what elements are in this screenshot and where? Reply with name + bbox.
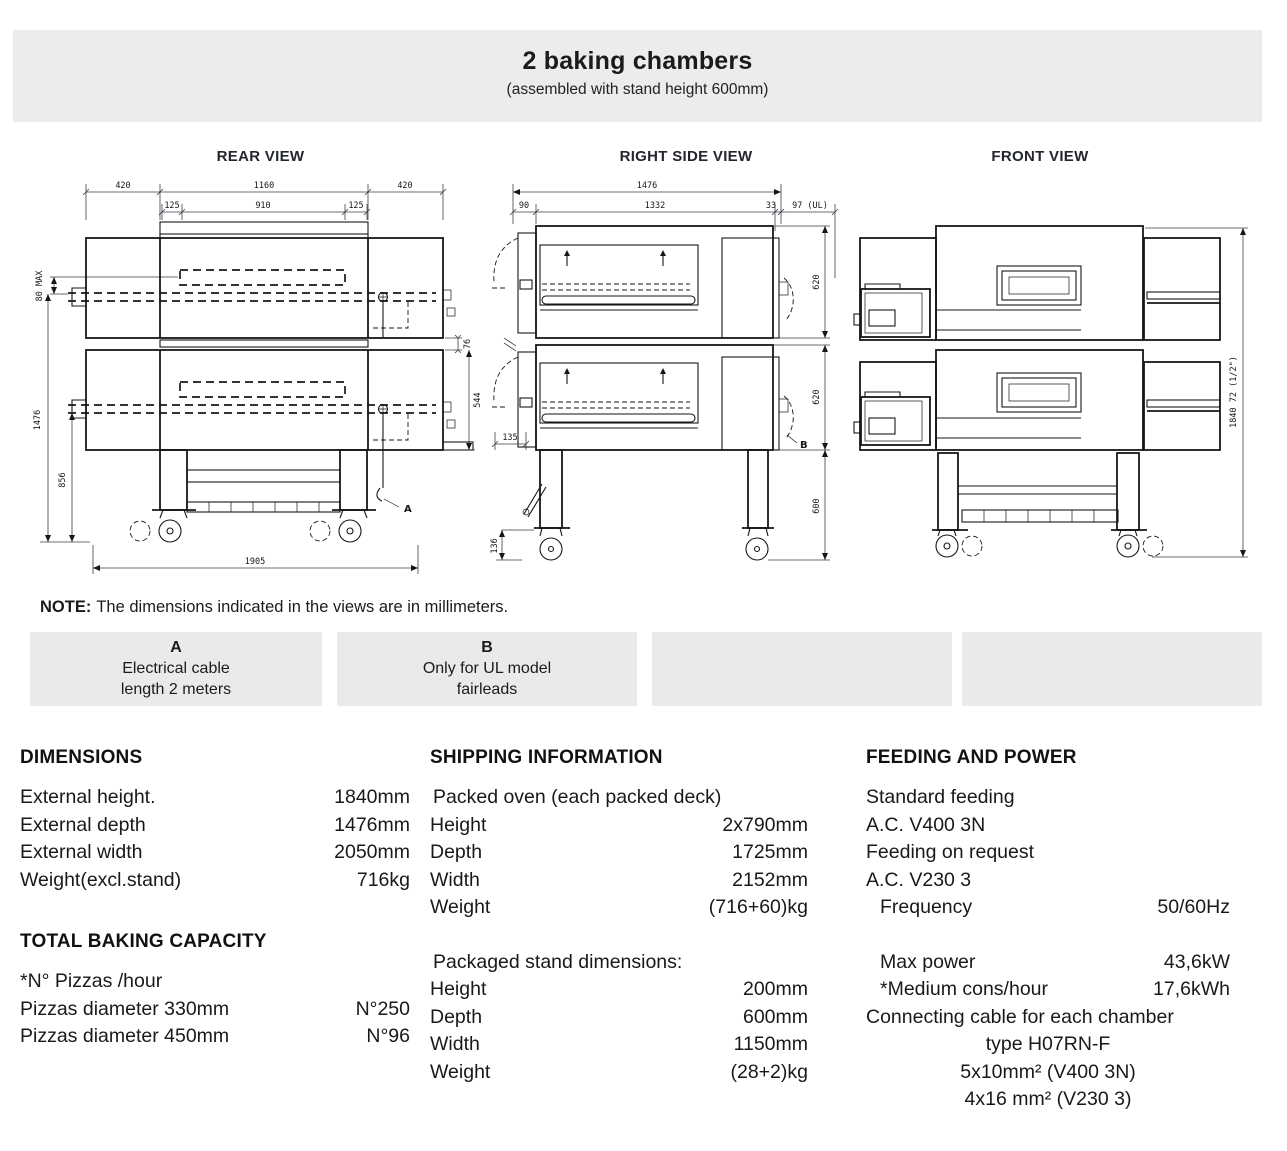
rear-stand bbox=[130, 450, 376, 542]
spec-value: 1725mm bbox=[732, 841, 808, 863]
vent-marks bbox=[504, 338, 516, 351]
dim-label: 620 bbox=[812, 274, 822, 290]
dim-label: 1332 bbox=[644, 201, 666, 211]
spec-value: 1476mm bbox=[334, 813, 410, 836]
callout-line: Electrical cable bbox=[122, 660, 230, 677]
dim-label: 620 bbox=[812, 389, 822, 405]
callout-box-b bbox=[337, 632, 637, 706]
side-upper-chamber bbox=[492, 226, 793, 338]
side-stand bbox=[523, 450, 774, 560]
spec-label: Width bbox=[430, 1033, 480, 1055]
power-line: Feeding on request bbox=[866, 841, 1035, 863]
rear-view-title: REAR VIEW bbox=[216, 148, 305, 165]
dimensions-column bbox=[20, 746, 410, 1051]
control-display bbox=[997, 266, 1081, 305]
spec-label: External height. bbox=[20, 786, 156, 808]
rear-lower-chamber-details bbox=[68, 382, 473, 507]
spec-label: External width bbox=[20, 841, 143, 863]
door-swing-arc bbox=[492, 238, 518, 288]
dim-label: 97 (UL) bbox=[792, 201, 828, 211]
callout-line: length 2 meters bbox=[120, 681, 232, 698]
spec-row bbox=[430, 1059, 808, 1087]
caster-wheel bbox=[936, 535, 958, 557]
spec-value: (716+60)kg bbox=[708, 896, 808, 918]
spec-row bbox=[20, 996, 410, 1024]
page-subtitle: (assembled with stand height 600mm) bbox=[506, 81, 769, 98]
cable-line: type H07RN-F bbox=[985, 1033, 1111, 1055]
packed-oven-subheading: Packed oven (each packed deck) bbox=[433, 786, 722, 808]
rear-dimension-lines bbox=[40, 184, 475, 574]
spec-label: Pizzas diameter 450mm bbox=[20, 1025, 230, 1047]
cable-line: 4x16 mm² (V230 3) bbox=[964, 1088, 1132, 1110]
spec-value: 50/60Hz bbox=[1157, 896, 1230, 918]
spec-value: N°96 bbox=[366, 1025, 410, 1047]
spec-row bbox=[430, 894, 808, 922]
control-display bbox=[997, 373, 1081, 412]
power-heading: FEEDING AND POWER bbox=[866, 747, 1077, 768]
front-lower-chamber bbox=[854, 350, 1220, 450]
motor-housing bbox=[722, 238, 779, 338]
dim-label: 90 bbox=[518, 201, 530, 211]
spec-value: 17,6kWh bbox=[1153, 978, 1230, 1000]
dimensions-heading: DIMENSIONS bbox=[20, 747, 143, 768]
spec-row bbox=[20, 839, 410, 867]
callout-line: fairleads bbox=[456, 681, 518, 698]
spec-value: 2050mm bbox=[334, 841, 410, 863]
spec-value: 2152mm bbox=[732, 868, 808, 891]
spec-row bbox=[20, 812, 410, 840]
spec-label: Weight(excl.stand) bbox=[20, 868, 182, 891]
spec-row bbox=[866, 976, 1230, 1004]
power-line: A.C. V230 3 bbox=[866, 868, 972, 891]
power-column bbox=[866, 746, 1230, 1114]
power-line: A.C. V400 3N bbox=[866, 813, 986, 836]
power-line: Standard feeding bbox=[866, 786, 1015, 808]
caster-wheel bbox=[746, 538, 768, 560]
spec-row bbox=[430, 839, 808, 867]
cable-line: Connecting cable for each chamber bbox=[866, 1005, 1174, 1028]
dim-label: 1840 72 (1/2") bbox=[1229, 356, 1239, 428]
spec-value: 2x790mm bbox=[722, 813, 808, 836]
door-panel bbox=[518, 233, 536, 333]
callout-box-a bbox=[30, 632, 322, 706]
dim-label: 136 bbox=[490, 538, 500, 554]
spec-row bbox=[866, 894, 1230, 922]
spec-row bbox=[430, 976, 808, 1004]
spec-label: Pizzas diameter 330mm bbox=[20, 997, 230, 1020]
dim-label: 1160 bbox=[253, 181, 275, 191]
callout-key: A bbox=[170, 639, 182, 656]
caster-wheel bbox=[540, 538, 562, 560]
power-cable bbox=[377, 488, 382, 501]
spec-label: *N° Pizzas /hour bbox=[20, 970, 163, 992]
caster-wheel bbox=[159, 520, 181, 542]
callout-key: B bbox=[481, 639, 493, 656]
spec-label: Weight bbox=[430, 896, 491, 918]
baking-capacity-heading: TOTAL BAKING CAPACITY bbox=[20, 931, 267, 952]
spec-label: Height bbox=[430, 813, 487, 836]
callout-box-empty-1 bbox=[652, 632, 952, 706]
packed-stand-subheading: Packaged stand dimensions: bbox=[433, 950, 683, 973]
conveyor-extension bbox=[1147, 400, 1220, 407]
spec-label: Depth bbox=[430, 1005, 483, 1028]
page-title: 2 baking chambers bbox=[522, 47, 753, 75]
right-side-view-drawing bbox=[490, 170, 850, 582]
dim-label: 125 bbox=[348, 201, 364, 211]
spec-value: 600mm bbox=[742, 1005, 808, 1028]
spec-row bbox=[20, 1023, 410, 1051]
spec-value: 200mm bbox=[742, 978, 808, 1000]
spec-value: 716kg bbox=[356, 868, 410, 891]
dim-label: 135 bbox=[502, 433, 518, 443]
spec-label: Weight bbox=[430, 1060, 491, 1083]
dim-label: 33 bbox=[765, 201, 777, 211]
dim-label: 80 MAX bbox=[35, 270, 45, 302]
fairlead-outline bbox=[784, 396, 793, 438]
right-side-view-title: RIGHT SIDE VIEW bbox=[619, 148, 753, 165]
fairlead-outline bbox=[784, 278, 793, 320]
dim-label: 76 bbox=[463, 338, 473, 350]
dim-label: 420 bbox=[115, 181, 131, 191]
door-swing-arc bbox=[492, 357, 518, 407]
dim-label: 1905 bbox=[244, 557, 266, 567]
spec-label: *Medium cons/hour bbox=[880, 978, 1048, 1000]
rear-view-drawing bbox=[28, 170, 493, 582]
spec-value: 1840mm bbox=[334, 786, 410, 808]
spec-label: Height bbox=[430, 978, 487, 1000]
spec-label: Width bbox=[430, 868, 480, 891]
callout-line: Only for UL model bbox=[422, 660, 552, 677]
front-view-title: FRONT VIEW bbox=[991, 148, 1089, 165]
conveyor-belt bbox=[542, 296, 695, 304]
shipping-heading: SHIPPING INFORMATION bbox=[430, 747, 663, 768]
spec-label: Frequency bbox=[880, 896, 973, 918]
cable-line: 5x10mm² (V400 3N) bbox=[960, 1060, 1136, 1083]
side-lower-chamber bbox=[492, 345, 797, 450]
dim-label: 544 bbox=[473, 392, 483, 408]
spec-row bbox=[430, 1031, 808, 1059]
motor-housing bbox=[722, 357, 779, 450]
rear-upper-chamber-details bbox=[68, 270, 455, 338]
door-handle bbox=[520, 280, 532, 289]
dim-label: 125 bbox=[164, 201, 180, 211]
rear-oven-body bbox=[86, 222, 443, 450]
note bbox=[40, 598, 508, 617]
conveyor-belt bbox=[542, 414, 695, 422]
dim-label: 910 bbox=[255, 201, 271, 211]
spec-value: N°250 bbox=[355, 997, 410, 1020]
spec-row bbox=[20, 784, 410, 812]
shipping-column bbox=[430, 746, 808, 1086]
spec-value: 43,6kW bbox=[1163, 950, 1230, 973]
spec-row bbox=[866, 949, 1230, 977]
rear-callout-a-label: A bbox=[404, 504, 412, 515]
dim-label: 856 bbox=[58, 472, 68, 488]
spec-row bbox=[20, 867, 410, 895]
adjustment-tool bbox=[524, 484, 546, 517]
door-handle bbox=[520, 398, 532, 407]
spec-label: Depth bbox=[430, 841, 483, 863]
dim-label: 420 bbox=[397, 181, 413, 191]
conveyor-extension bbox=[1147, 292, 1220, 299]
spec-value: (28+2)kg bbox=[730, 1060, 808, 1083]
spec-row bbox=[20, 968, 410, 996]
dim-label: 1476 bbox=[33, 409, 43, 431]
callout-box-empty-2 bbox=[962, 632, 1262, 706]
header-banner bbox=[13, 30, 1262, 122]
front-view-drawing bbox=[852, 170, 1272, 570]
spec-row bbox=[430, 1004, 808, 1032]
dim-label: 1476 bbox=[636, 181, 658, 191]
door-panel bbox=[518, 352, 536, 447]
note-text: The dimensions indicated in the views are in millimeters. bbox=[96, 598, 509, 616]
spec-row bbox=[430, 867, 808, 895]
spec-label: Max power bbox=[880, 950, 976, 973]
spec-row bbox=[430, 812, 808, 840]
front-upper-chamber bbox=[854, 226, 1220, 340]
dim-label: 600 bbox=[812, 498, 822, 514]
spec-label: External depth bbox=[20, 813, 146, 836]
spec-value: 1150mm bbox=[733, 1033, 808, 1055]
caster-wheel bbox=[1117, 535, 1139, 557]
caster-wheel bbox=[339, 520, 361, 542]
front-stand bbox=[932, 453, 1163, 557]
side-callout-b-label: B bbox=[800, 440, 808, 451]
note-label: NOTE: bbox=[40, 598, 92, 616]
